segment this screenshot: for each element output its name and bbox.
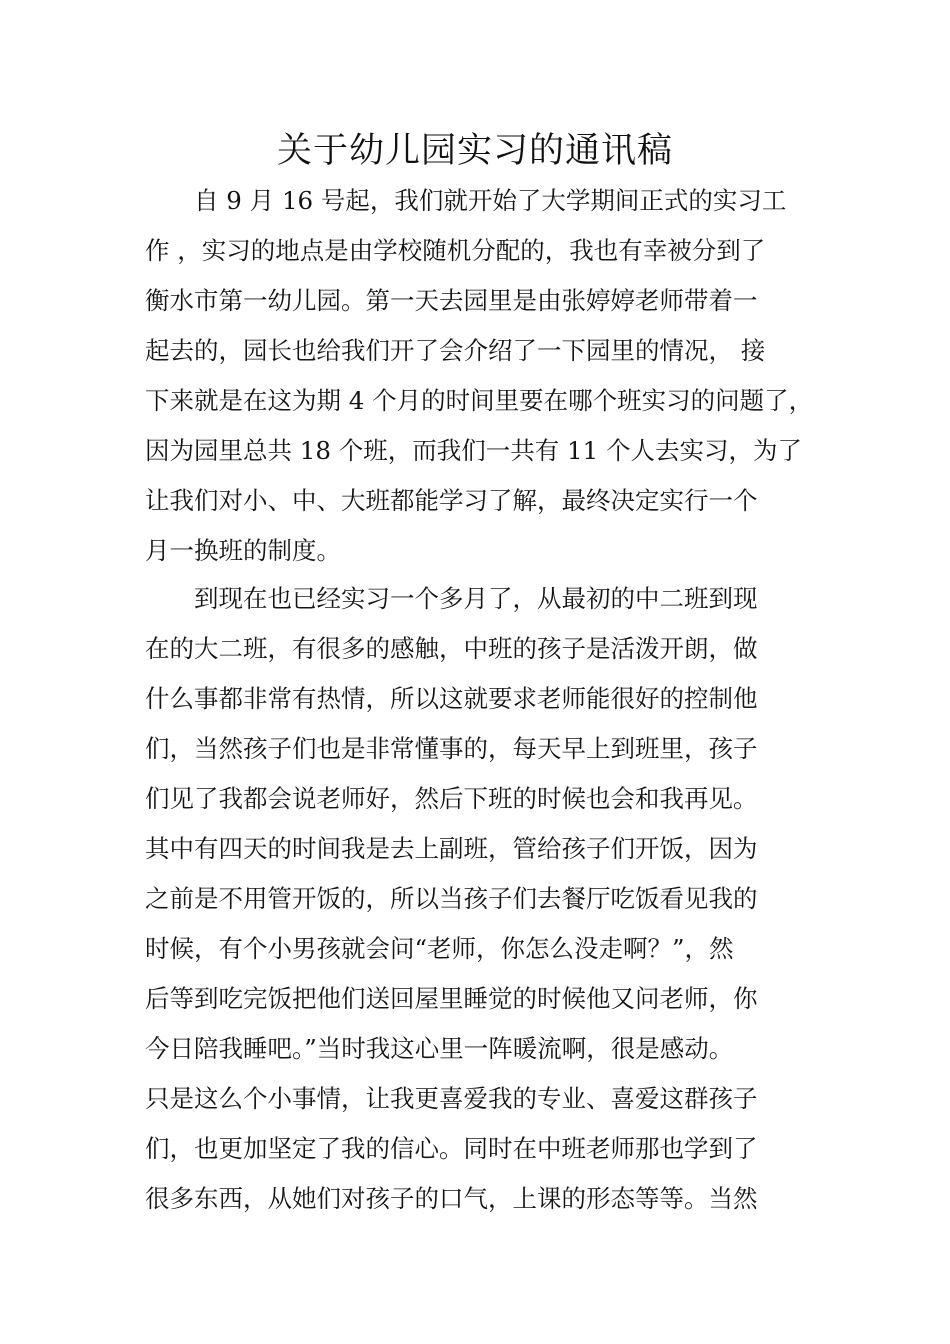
paragraph-line: 只是这么个小事情，让我更喜爱我的专业、喜爱这群孩子 — [145, 1084, 758, 1113]
paragraph-line: 在的大二班，有很多的感触，中班的孩子是活泼开朗，做 — [145, 634, 758, 663]
paragraph-line: 之前是不用管开饭的，所以当孩子们去餐厅吃饭看见我的 — [145, 884, 758, 913]
paragraph-line: 其中有四天的时间我是去上副班，管给孩子们开饭，因为 — [145, 834, 758, 863]
paragraph-line: 们见了我都会说老师好，然后下班的时候也会和我再见。 — [145, 784, 758, 813]
paragraph-line: 今日陪我睡吧。”当时我这心里一阵暖流啊，很是感动。 — [145, 1034, 734, 1063]
paragraph-line: 起去的，园长也给我们开了会介绍了一下园里的情况， 接 — [145, 336, 766, 365]
paragraph-line: 下来就是在这为期 4 个月的时间里要在哪个班实习的问题了， — [145, 386, 814, 415]
paragraph-line: 作 ，实习的地点是由学校随机分配的，我也有幸被分到了 — [145, 236, 766, 265]
paragraph-line: 很多东西，从她们对孩子的口气，上课的形态等等。当然 — [145, 1184, 758, 1213]
paragraph-line: 到现在也已经实习一个多月了，从最初的中二班到现 — [145, 584, 758, 613]
paragraph-line: 衡水市第一幼儿园。第一天去园里是由张婷婷老师带着一 — [145, 286, 758, 315]
paragraph-line: 们，也更加坚定了我的信心。同时在中班老师那也学到了 — [145, 1134, 758, 1163]
paragraph-line: 让我们对小、中、大班都能学习了解，最终决定实行一个 — [145, 486, 758, 515]
paragraph-line: 因为园里总共 18 个班，而我们一共有 11 个人去实习，为了 — [145, 436, 802, 465]
paragraph-line: 自 9 月 16 号起，我们就开始了大学期间正式的实习工 — [145, 186, 787, 215]
paragraph-2 — [145, 574, 817, 1224]
paragraph-1 — [145, 176, 817, 576]
paragraph-line: 时候，有个小男孩就会问“老师，你怎么没走啊？”，然 — [145, 934, 734, 963]
paragraph-line: 月一换班的制度。 — [145, 536, 341, 565]
paragraph-line: 后等到吃完饭把他们送回屋里睡觉的时候他又问老师，你 — [145, 984, 758, 1013]
paragraph-line: 什么事都非常有热情，所以这就要求老师能很好的控制他 — [145, 684, 758, 713]
paragraph-line: 们，当然孩子们也是非常懂事的，每天早上到班里，孩子 — [145, 734, 758, 763]
document-title: 关于幼儿园实习的通讯稿 — [276, 131, 673, 171]
